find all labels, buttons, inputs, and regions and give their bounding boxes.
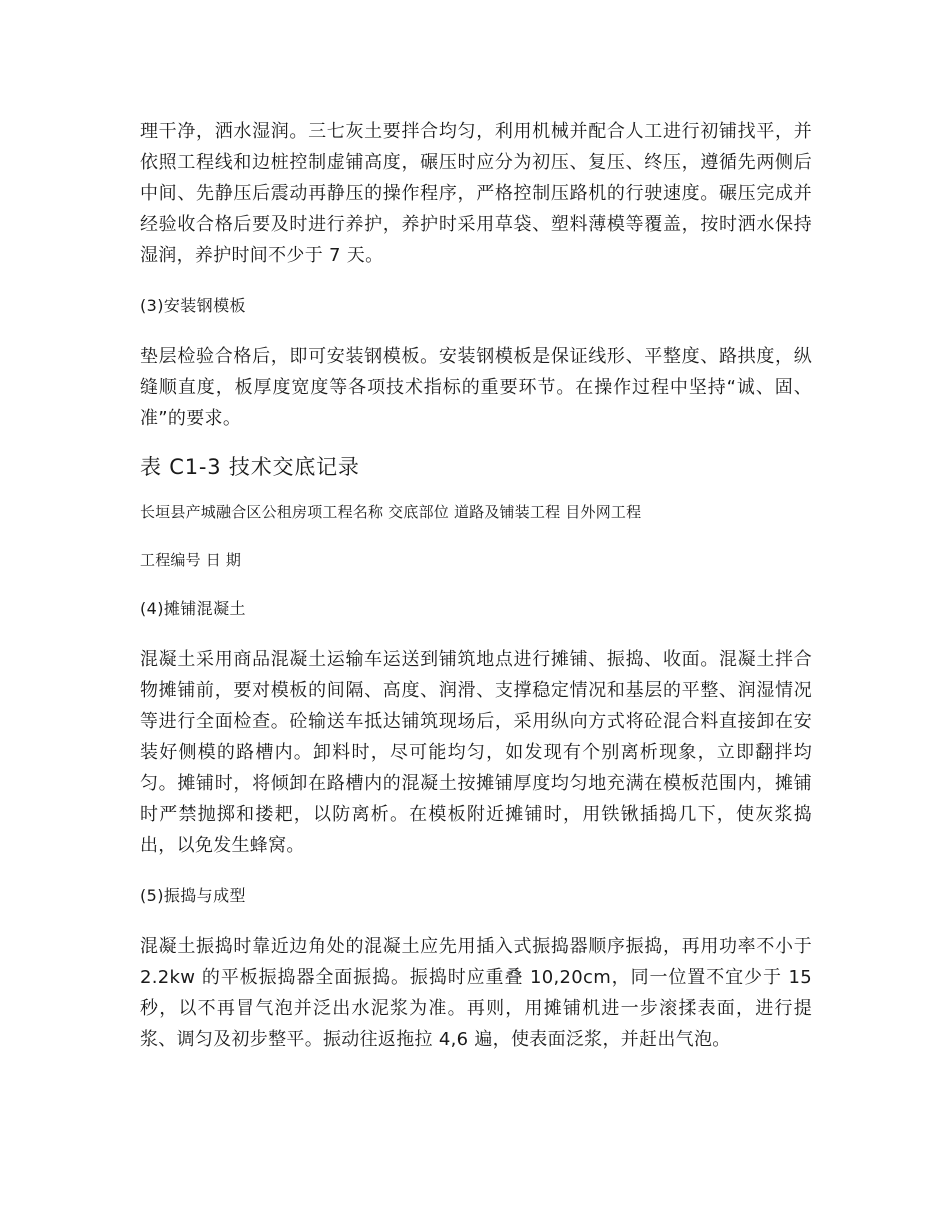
heading-spread-concrete: (4)摊铺混凝土 <box>140 599 246 618</box>
paragraph-vibrate-form: 混凝土振捣时靠近边角处的混凝土应先用插入式振捣器顺序振捣，再用功率不小于 2.2kw 的平板振捣器全面振捣。振捣时应重叠 10,20cm，同一位置不宜少于 15 秒，以不再冒气泡并泛出水泥浆为准。再则，用摊铺机进一步滚揉表面，进行提浆、调匀及初步整平。振动往返拖拉 4,6 遍，使表面泛浆，并赶出气泡。 <box>140 936 812 1050</box>
table-title: 表 C1-3 技术交底记录 <box>140 455 360 479</box>
heading-vibrate-form: (5)振捣与成型 <box>140 886 246 905</box>
table-number-date-line: 工程编号 日 期 <box>140 551 242 569</box>
heading-install-formwork: (3)安装钢模板 <box>140 296 246 315</box>
paragraph-lime-soil: 理干净，洒水湿润。三七灰土要拌合均匀，利用机械并配合人工进行初铺找平，并依照工程线和边桩控制虚铺高度，碾压时应分为初压、复压、终压，遵循先两侧后中间、先静压后震动再静压的操作程序，严格控制压路机的行驶速度。碾压完成并经验收合格后要及时进行养护，养护时采用草袋、塑料薄模等覆盖，按时洒水保持湿润，养护时间不少于 7 天。 <box>140 121 812 266</box>
paragraph-formwork: 垫层检验合格后，即可安装钢模板。安装钢模板是保证线形、平整度、路拱度，纵缝顺直度，板厚度宽度等各项技术指标的重要环节。在操作过程中坚持“诚、固、准”的要求。 <box>140 346 812 429</box>
table-project-line: 长垣县产城融合区公租房项工程名称 交底部位 道路及铺装工程 目外网工程 <box>140 503 642 521</box>
document-page <box>140 116 812 1055</box>
paragraph-spread-concrete: 混凝土采用商品混凝土运输车运送到铺筑地点进行摊铺、振捣、收面。混凝土拌合物摊铺前，要对模板的间隔、高度、润滑、支撑稳定情况和基层的平整、润湿情况等进行全面检查。砼输送车抵达铺筑现场后，采用纵向方式将砼混合料直接卸在安装好侧模的路槽内。卸料时，尽可能均匀，如发现有个别离析现象，立即翻拌均匀。摊铺时，将倾卸在路槽内的混凝土按摊铺厚度均匀地充满在模板范围内，摊铺时严禁抛掷和搂耙，以防离析。在模板附近摊铺时，用铁锹插捣几下，使灰浆捣出，以免发生蜂窝。 <box>140 649 812 856</box>
